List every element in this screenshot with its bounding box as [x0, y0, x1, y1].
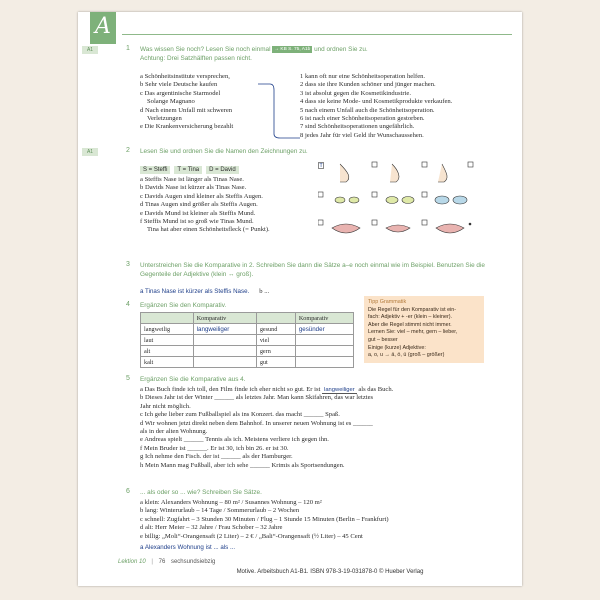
- exercise-number: 3: [126, 261, 130, 268]
- list-item: e Die Krankenversicherung bezahlt: [140, 123, 234, 131]
- grammar-tip-box: [364, 296, 484, 363]
- list-item: a klein: Alexanders Wohnung – 80 m² / Susannes Wohnung – 120 m²: [140, 499, 322, 506]
- exercise-instruction: [140, 45, 514, 63]
- answer-cell[interactable]: [295, 346, 353, 357]
- instruction-text: Was wissen Sie noch? Lesen Sie noch einmal: [140, 46, 271, 53]
- list-item: d Nach einem Unfall mit schweren: [140, 106, 233, 114]
- list-item: 1 kann oft nur eine Schönheitsoperation helfen.: [300, 73, 426, 80]
- list-item: 3 ist absolut gegen die Kosmetikindustrie.: [300, 89, 411, 97]
- tip-line: a, o, u → ä, ö, ü (groß – größer): [368, 352, 445, 359]
- tip-line: gut – besser: [368, 336, 398, 343]
- table-row: [141, 357, 354, 368]
- exercise-instruction: Lesen Sie und ordnen Sie die Namen den Zeichnungen zu.: [140, 148, 308, 155]
- matching-line: [256, 80, 302, 140]
- list-item: a Das Buch finde ich toll, den Film finde ich eher nicht so gut. Er ist langweiliger als das Buch.: [140, 386, 394, 393]
- table-row: [141, 335, 354, 346]
- list-item: b Dieses Jahr ist der Winter ______ als letztes Jahr. Man kann Skifahren, das war letztes: [140, 394, 374, 402]
- adjective-cell: alt: [141, 346, 194, 357]
- name-box: T = Tina: [174, 166, 202, 174]
- answer-cell[interactable]: langweiliger: [193, 324, 256, 335]
- list-item: 7 sind Schönheitsoperationen ungefährlich.: [300, 123, 415, 131]
- nose-eyes-mouth-drawings: [318, 160, 508, 246]
- workbook-page: [78, 12, 522, 586]
- tip-line: Die Regel für den Komparativ ist ein-: [368, 306, 457, 313]
- coursebook-reference: → KB S. 75, A1b: [274, 46, 311, 52]
- list-item: a Steffis Nase ist länger als Tinas Nase.: [140, 176, 244, 183]
- list-item: 2 dass sie ihre Kunden schöner und jünger machen.: [300, 81, 436, 89]
- footer-divider: |: [151, 559, 153, 565]
- lesson-label: Lektion 10: [118, 559, 146, 565]
- page-number-word: sechsundsiebzig: [170, 559, 216, 565]
- list-item: c Das argentinische Starmodel: [140, 89, 221, 97]
- list-item: c Davids Augen sind kleiner als Steffis Augen.: [140, 192, 263, 200]
- list-item: a Schönheitsinstitute versprechen,: [140, 73, 230, 80]
- example-line: [140, 280, 269, 298]
- list-item: e billig: „Moli“-Orangensaft (2 Liter) – 2 € / „Bali“-Orangensaft (½ Liter) – 45 Cent: [140, 532, 363, 540]
- list-item: d Wir wohnen jetzt direkt neben dem Bahnhof. In unserer neuen Wohnung ist es ______: [140, 419, 373, 427]
- list-item: d alt: Herr Meier – 32 Jahre / Frau Schober – 32 Jahre: [140, 524, 283, 532]
- list-item: c schnell: Zugfahrt – 3 Stunden 30 Minuten / Flug – 1 Stunde 15 Minuten (Berlin – Frankfurt): [140, 515, 389, 523]
- list-item: 4 dass sie keine Mode- und Kosmetikprodukte verkaufen.: [300, 98, 453, 106]
- exercise-tag: A1: [82, 46, 98, 54]
- column-header: Komparativ: [193, 313, 256, 324]
- instruction-note: Achtung: Drei Satzhälften passen nicht.: [140, 55, 252, 62]
- answer-cell[interactable]: [295, 335, 353, 346]
- list-item: b Sehr viele Deutsche kaufen: [140, 81, 218, 89]
- adjective-cell: gesund: [256, 324, 295, 335]
- answer-cell[interactable]: [295, 357, 353, 368]
- list-item: Verletzungen: [147, 115, 182, 123]
- list-item: c Ich gehe lieber zum Fußballspiel als ins Konzert. das macht ______ Spaß.: [140, 411, 340, 419]
- table-row: [141, 346, 354, 357]
- tip-line: Lernen Sie: viel – mehr, gern – lieber,: [368, 329, 458, 336]
- exercise-instruction: Ergänzen Sie den Komparativ.: [140, 302, 227, 309]
- answer-cell[interactable]: [193, 357, 256, 368]
- exercise-instruction: ... als oder so ... wie? Schreiben Sie Sätze.: [140, 489, 262, 496]
- list-item: Tina hat aber einen Schönheitsfleck (= Punkt).: [147, 226, 270, 234]
- copyright-credit: Motive. Arbeitsbuch A1-B1. ISBN 978-3-19-031878-0 © Hueber Verlag: [236, 569, 424, 575]
- exercise-number: 1: [126, 45, 130, 52]
- right-column: [300, 73, 500, 140]
- tip-title: Tipp Grammatik: [368, 299, 407, 305]
- tip-line: fach: Adjektiv + -er (klein – kleiner).: [368, 314, 453, 321]
- page-header: [78, 12, 522, 40]
- name-box: S = Steffi: [140, 166, 170, 174]
- sentence-list: [140, 386, 510, 470]
- list-item: b Davids Nase ist kürzer als Tinas Nase.: [140, 184, 247, 192]
- list-item: f Mein Bruder ist ______. Er ist 30, ich bin 26. er ist 30.: [140, 444, 289, 452]
- list-item: 6 ist nach einer Schönheitsoperation gestorben.: [300, 115, 425, 123]
- exercise-instruction: Ergänzen Sie die Komparative aus 4.: [140, 376, 246, 383]
- column-header: Komparativ: [295, 313, 353, 324]
- adjective-cell: laut: [141, 335, 194, 346]
- adjective-cell: viel: [256, 335, 295, 346]
- exercise-number: 2: [126, 147, 130, 154]
- adjective-cell: gut: [256, 357, 295, 368]
- list-item: als in der alten Wohnung.: [140, 428, 208, 436]
- answer-cell[interactable]: gesünder: [295, 324, 353, 335]
- sentence-list: [140, 499, 510, 552]
- page-footer: [118, 559, 514, 565]
- tip-line: Einige (kurze) Adjektive:: [368, 344, 426, 351]
- adjective-cell: gern: [256, 346, 295, 357]
- table-row: [141, 324, 354, 335]
- exercise-number: 6: [126, 488, 130, 495]
- table-header-row: [141, 313, 354, 324]
- list-item: Solange Magnano: [147, 98, 195, 106]
- answer-blank[interactable]: langweiliger: [324, 387, 355, 393]
- page-number: 76: [158, 559, 166, 565]
- example-answer: a Alexanders Wohnung ist ... als ...: [140, 544, 236, 552]
- name-boxes: [140, 158, 243, 176]
- answer-cell[interactable]: [193, 346, 256, 357]
- comparative-table: [140, 312, 354, 368]
- list-item: e Andreas spielt ______ Tennis als ich. Meistens verliere ich gegen ihn.: [140, 436, 329, 444]
- exercise-number: 4: [126, 301, 130, 308]
- list-item: Jahr nicht möglich.: [140, 402, 191, 410]
- list-item: 8 jedes Jahr für viel Geld ihr Wunschaussehen.: [300, 131, 424, 139]
- list-item: 5 nach einem Unfall auch die Schönheitsoperation.: [300, 106, 435, 114]
- name-box: D = David: [206, 166, 239, 174]
- list-item: h Mein Mann mag Fußball, aber ich sehe ______ Krimis als Sportsendungen.: [140, 461, 345, 469]
- adjective-cell: langweilig: [141, 324, 194, 335]
- exercise-tag: A1: [82, 148, 98, 156]
- header-rule: [122, 34, 512, 35]
- handwritten-answer: a Tinas Nase ist kürzer als Steffis Nase.: [140, 288, 250, 295]
- list-item: g Ich nehme den Fisch. der ist ______ als der Hamburger.: [140, 453, 293, 461]
- faces-illustration: [318, 160, 508, 246]
- tip-line: Aber die Regel stimmt nicht immer.: [368, 321, 452, 328]
- exercise-instruction: Unterstreichen Sie die Komparative in 2. Schreiben Sie dann die Sätze a–e noch einmal wie im Beispiel. Benutzen Sie die Gegenteile der Adjektive (klein ↔ groß).: [140, 262, 485, 278]
- answer-cell[interactable]: [193, 335, 256, 346]
- chapter-tab: A: [90, 12, 116, 44]
- exercise-number: 5: [126, 375, 130, 382]
- instruction-text: und ordnen Sie zu.: [314, 46, 368, 53]
- list-item: f Steffis Mund ist so groß wie Tinas Mund.: [140, 218, 254, 226]
- statement-list: [140, 176, 340, 235]
- next-item: b ...: [259, 288, 270, 295]
- list-item: b lang: Winterurlaub – 14 Tage / Sommerurlaub – 2 Wochen: [140, 507, 300, 515]
- adjective-cell: kalt: [141, 357, 194, 368]
- list-item: e Davids Mund ist kleiner als Steffis Mund.: [140, 209, 256, 217]
- answer-mark: T: [319, 163, 323, 169]
- list-item: d Tinas Augen sind größer als Steffis Augen.: [140, 201, 258, 209]
